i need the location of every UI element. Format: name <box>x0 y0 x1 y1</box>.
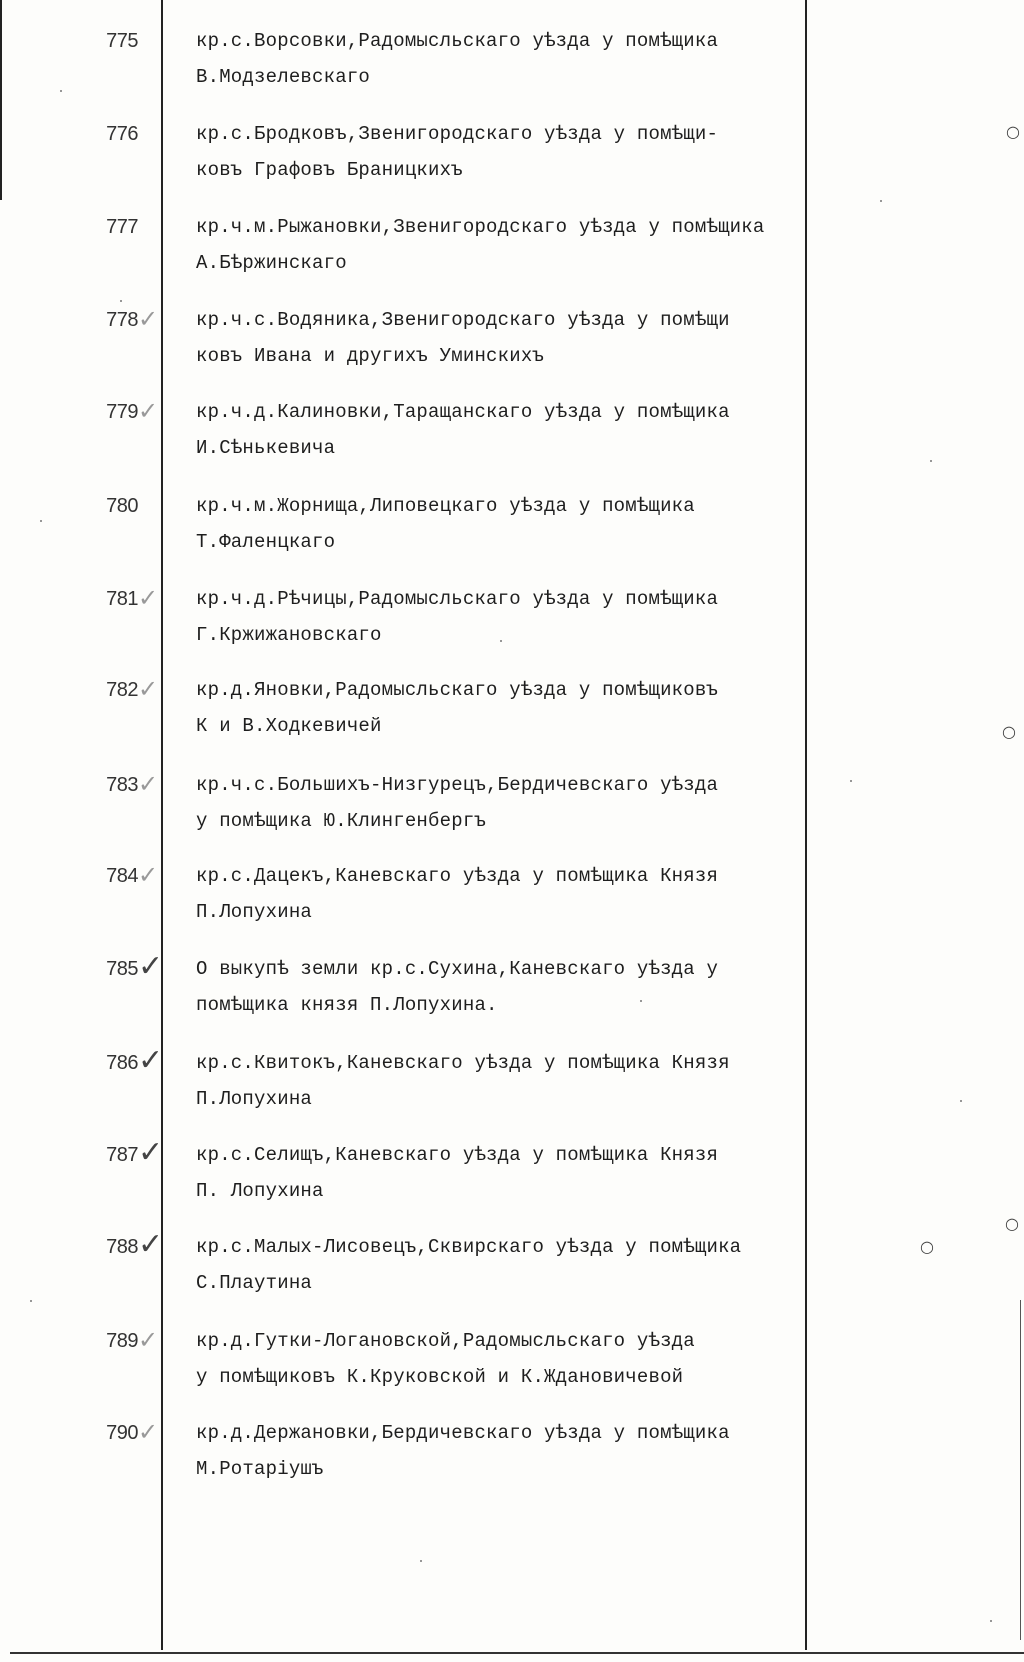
entry-text-line: кр.д.Яновки,Радомысльскаго уѣзда у помѣщиковъ <box>196 679 719 701</box>
entry-text-line: кр.ч.м.Жорнища,Липовецкаго уѣзда у помѣщика <box>196 495 695 517</box>
register-entry <box>0 216 1024 314</box>
scan-speck <box>880 200 882 202</box>
register-entry <box>0 1326 1024 1428</box>
scan-speck <box>990 1620 992 1622</box>
scan-speck <box>960 1100 962 1102</box>
entry-text-line: О выкупѣ земли кр.с.Сухина,Каневскаго уѣзда у <box>196 958 719 980</box>
entry-text-line: у помѣщика Ю.Клингенбергъ <box>196 810 487 832</box>
entry-text-line: кр.с.Селищъ,Каневскаго уѣзда у помѣщика Князя <box>196 1144 719 1166</box>
register-entry <box>0 495 1024 593</box>
check-mark-icon: ✓ <box>138 1043 164 1078</box>
entry-number: 779 <box>106 401 138 423</box>
scan-speck <box>40 520 42 522</box>
check-mark-icon: ✓ <box>138 1227 164 1262</box>
scan-speck <box>60 90 62 92</box>
register-entry <box>0 305 1024 407</box>
entry-text-line: кр.ч.д.Калиновки,Таращанскаго уѣзда у помѣщика <box>196 401 730 423</box>
entry-text-line: кр.ч.м.Рыжановки,Звенигородскаго уѣзда у помѣщика <box>196 216 765 238</box>
scan-speck <box>500 640 502 642</box>
margin-circle-icon: ○ <box>1005 1214 1019 1233</box>
entry-text-line: П.Лопухина <box>196 1088 313 1110</box>
entry-text-line: кр.ч.д.Рѣчицы,Радомысльскаго уѣзда у помѣщика <box>196 588 719 610</box>
entry-text-line: П. Лопухина <box>196 1180 324 1202</box>
entry-text-line: М.Ротаріушъ <box>196 1458 324 1480</box>
entry-text-line: кр.с.Ворсовки,Радомысльскаго уѣзда у помѣщика <box>196 30 719 52</box>
entry-number: 786 <box>106 1052 138 1074</box>
entry-text-line: И.Сѣнькевича <box>196 437 336 459</box>
register-entry <box>0 770 1024 872</box>
scan-speck <box>30 1300 32 1302</box>
entry-text-line: кр.с.Бродковъ,Звенигородскаго уѣзда у помѣщи- <box>196 123 719 145</box>
entry-text-line: ковъ Ивана и другихъ Уминскихъ <box>196 345 545 367</box>
check-mark-icon: ✓ <box>138 861 159 889</box>
entry-text-line: ковъ Графовъ Браницкихъ <box>196 159 463 181</box>
register-entry <box>0 123 1024 221</box>
bottom-rule <box>10 1652 1024 1654</box>
check-mark-icon: ✓ <box>138 397 159 425</box>
scan-speck <box>420 1560 422 1562</box>
register-entry <box>0 949 1024 1056</box>
entry-number: 785 <box>106 958 138 980</box>
entry-number: 790 <box>106 1422 138 1444</box>
entry-text-line: помѣщика князя П.Лопухина. <box>196 994 498 1016</box>
register-entry <box>0 675 1024 777</box>
entry-number: 789 <box>106 1330 138 1352</box>
check-mark-icon: ✓ <box>138 584 159 612</box>
entry-text-line: Г.Кржижановскаго <box>196 624 382 646</box>
check-mark-icon: ✓ <box>138 675 159 703</box>
entry-number: 775 <box>106 30 138 52</box>
entry-text-line: кр.с.Квитокъ,Каневскаго уѣзда у помѣщика Князя <box>196 1052 730 1074</box>
check-mark-icon: ✓ <box>138 770 159 798</box>
entry-text-line: А.Бѣржинскаго <box>196 252 347 274</box>
entry-text-line: у помѣщиковъ К.Круковской и К.Ждановичевой <box>196 1366 684 1388</box>
entry-text-line: Т.Фаленцкаго <box>196 531 336 553</box>
margin-circle-icon: ○ <box>1006 122 1020 141</box>
margin-circle-icon: ○ <box>920 1237 934 1256</box>
entry-text-line: П.Лопухина <box>196 901 313 923</box>
entry-number: 782 <box>106 679 138 701</box>
check-mark-icon: ✓ <box>138 1135 164 1170</box>
entry-number: 788 <box>106 1236 138 1258</box>
entry-number: 780 <box>106 495 138 517</box>
entry-text-line: К и В.Ходкевичей <box>196 715 382 737</box>
check-mark-icon: ✓ <box>138 1418 159 1446</box>
check-mark-icon: ✓ <box>138 1326 159 1354</box>
entry-text-line: кр.с.Малых-Лисовецъ,Сквирскаго уѣзда у помѣщика <box>196 1236 742 1258</box>
entry-text-line: С.Плаутина <box>196 1272 313 1294</box>
check-mark-icon: ✓ <box>138 305 159 333</box>
scan-speck <box>120 300 122 302</box>
entry-text-line: кр.д.Гутки-Логановской,Радомысльскаго уѣзда <box>196 1330 695 1352</box>
register-entry <box>0 397 1024 499</box>
register-entry <box>0 30 1024 128</box>
entry-number: 781 <box>106 588 138 610</box>
entry-text-line: кр.д.Держановки,Бердичевскаго уѣзда у помѣщика <box>196 1422 730 1444</box>
scan-speck <box>850 780 852 782</box>
register-entry <box>0 1418 1024 1520</box>
register-entry <box>0 584 1024 686</box>
entry-number: 776 <box>106 123 138 145</box>
entry-text-line: кр.с.Дацекъ,Каневскаго уѣзда у помѣщика Князя <box>196 865 719 887</box>
entry-text-line: кр.ч.с.Водяника,Звенигородскаго уѣзда у помѣщи <box>196 309 730 331</box>
entry-number: 777 <box>106 216 138 238</box>
margin-circle-icon: ○ <box>1002 722 1016 741</box>
entry-text-line: В.Модзелевскаго <box>196 66 371 88</box>
scan-speck <box>640 1000 642 1002</box>
entry-number: 778 <box>106 309 138 331</box>
register-entry <box>0 1227 1024 1334</box>
scan-speck <box>930 460 932 462</box>
entry-number: 783 <box>106 774 138 796</box>
entry-number: 784 <box>106 865 138 887</box>
entry-text-line: кр.ч.с.Большихъ-Низгурецъ,Бердичевскаго уѣзда <box>196 774 719 796</box>
check-mark-icon: ✓ <box>138 949 164 984</box>
entry-number: 787 <box>106 1144 138 1166</box>
